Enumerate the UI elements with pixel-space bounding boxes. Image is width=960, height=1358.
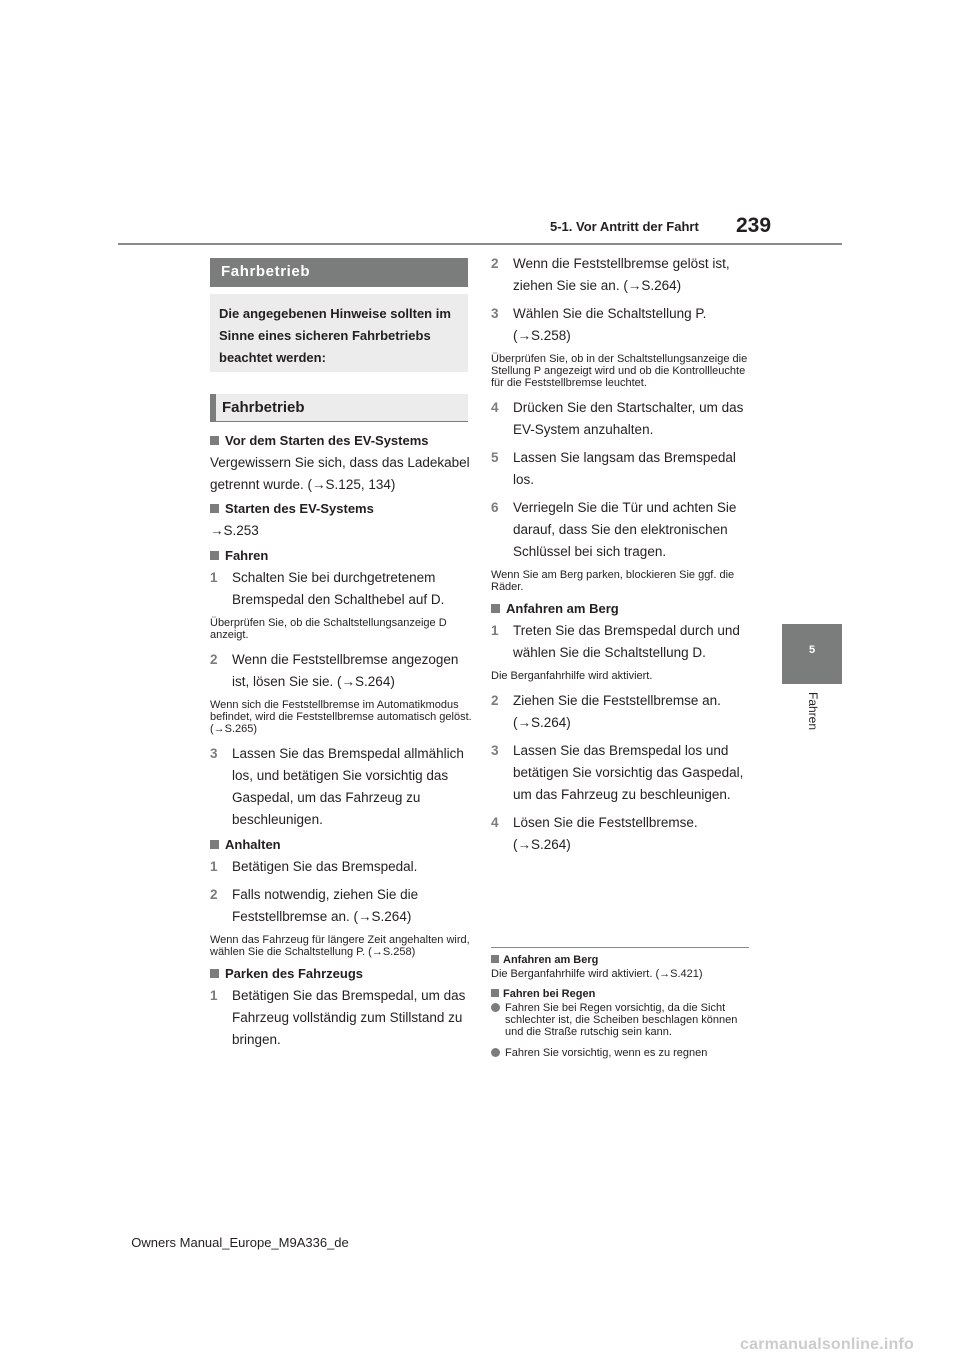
square-bullet-icon: [491, 989, 499, 997]
heading-start-ev: Starten des EV-Systems: [210, 501, 472, 516]
notes-block: [491, 954, 753, 1068]
square-bullet-icon: [210, 969, 219, 978]
bullet-item: Fahren Sie bei Regen vorsichtig, da die Sicht schlechter ist, die Scheiben beschlagen können und die Straße rutschig sein kann.: [491, 1002, 753, 1038]
step: 5 Lassen Sie langsam das Bremspedal los.: [491, 450, 736, 487]
step: 2 Wenn die Feststellbremse gelöst ist, ziehen Sie sie an. (→S.264): [491, 256, 730, 293]
left-column: [210, 430, 472, 1057]
step: 4 Drücken Sie den Startschalter, um das EV-System anzuhalten.: [491, 400, 744, 437]
watermark: carmanualsonline.info: [740, 1336, 915, 1353]
square-bullet-icon: [210, 840, 219, 849]
step: 1 Treten Sie das Bremspedal durch und wählen Sie die Schaltstellung D.: [491, 623, 740, 660]
step: 1 Betätigen Sie das Bremspedal, um das Fahrzeug vollständig zum Stillstand zu bringen.: [210, 987, 466, 1047]
heading-driving: Fahren: [210, 548, 472, 563]
note: Überprüfen Sie, ob in der Schaltstellungsanzeige die Stellung P angezeigt wird und ob die Kontrollleuchte für die Feststellbremse leuchtet.: [491, 353, 748, 389]
chapter-tab-label: Fahren: [806, 692, 820, 731]
square-bullet-icon: [491, 604, 500, 613]
right-column: [491, 253, 753, 862]
heading-parking: Parken des Fahrzeugs: [210, 966, 472, 981]
note-heading-rain: Fahren bei Regen: [491, 988, 753, 1000]
heading-stopping: Anhalten: [210, 837, 472, 852]
square-bullet-icon: [210, 551, 219, 560]
note: Wenn sich die Feststellbremse im Automatikmodus befindet, wird die Feststellbremse automatisch gelöst. (→S.265): [210, 698, 472, 735]
note: Wenn Sie am Berg parken, blockieren Sie ggf. die Räder.: [491, 569, 735, 593]
square-bullet-icon: [491, 955, 499, 963]
bullet-item: Fahren Sie vorsichtig, wenn es zu regnen: [491, 1047, 753, 1059]
subsection-title: Fahrbetrieb: [222, 399, 305, 416]
intro-box: Die angegebenen Hinweise sollten im Sinne eines sicheren Fahrbetriebs beachtet werden:: [210, 294, 468, 372]
section-title: 5-1. Vor Antritt der Fahrt: [550, 219, 699, 234]
step: 2 Wenn die Feststellbremse angezogen ist, lösen Sie sie. (→S.264): [210, 651, 459, 689]
header-divider: [118, 243, 842, 245]
step: 1 Betätigen Sie das Bremspedal.: [210, 858, 418, 874]
note: Wenn das Fahrzeug für längere Zeit angehalten wird, wählen Sie die Schaltstellung P. (→S.258): [210, 933, 470, 958]
main-section-title: Fahrbetrieb: [210, 258, 468, 287]
circle-bullet-icon: [491, 1048, 500, 1057]
step: 1 Schalten Sie bei durchgetretenem Bremspedal den Schalthebel auf D.: [210, 569, 445, 607]
step: 2 Falls notwendig, ziehen Sie die Feststellbremse an. (→S.264): [210, 886, 419, 924]
step: 3 Wählen Sie die Schaltstellung P. (→S.258): [491, 306, 707, 343]
note-heading-hill-start: Anfahren am Berg: [491, 954, 753, 966]
heading-before-start: Vor dem Starten des EV-Systems: [210, 433, 472, 448]
step: 6 Verriegeln Sie die Tür und achten Sie darauf, dass Sie den elektronischen Schlüssel bei sich tragen.: [491, 500, 737, 559]
note-text: Die Berganfahrhilfe wird aktiviert. (→S.421): [491, 968, 703, 980]
note: Überprüfen Sie, ob die Schaltstellungsanzeige D anzeigt.: [210, 616, 447, 641]
step: 3 Lassen Sie das Bremspedal los und betätigen Sie vorsichtig das Gaspedal, um das Fahrzeug zu beschleunigen.: [491, 743, 744, 802]
step: 2 Ziehen Sie die Feststellbremse an. (→S.264): [491, 693, 721, 730]
page-number: 239: [736, 214, 772, 237]
note: Die Berganfahrhilfe wird aktiviert.: [491, 670, 653, 682]
paragraph: Vergewissern Sie sich, dass das Ladekabel getrennt wurde. (→S.125, 134): [210, 455, 470, 492]
heading-hill-start: Anfahren am Berg: [491, 601, 753, 616]
paragraph: →S.253: [210, 523, 259, 538]
footer-doc-id: Owners Manual_Europe_M9A336_de: [131, 1235, 349, 1250]
circle-bullet-icon: [491, 1003, 500, 1012]
chapter-tab-number: 5: [808, 644, 816, 656]
square-bullet-icon: [210, 436, 219, 445]
square-bullet-icon: [210, 504, 219, 513]
step: 4 Lösen Sie die Feststellbremse. (→S.264): [491, 815, 698, 852]
subsection-marker: [210, 394, 216, 422]
notes-divider: [491, 947, 749, 948]
step: 3 Lassen Sie das Bremspedal allmählich los, und betätigen Sie vorsichtig das Gaspedal, um das Fahrzeug zu beschleunigen.: [210, 745, 464, 827]
